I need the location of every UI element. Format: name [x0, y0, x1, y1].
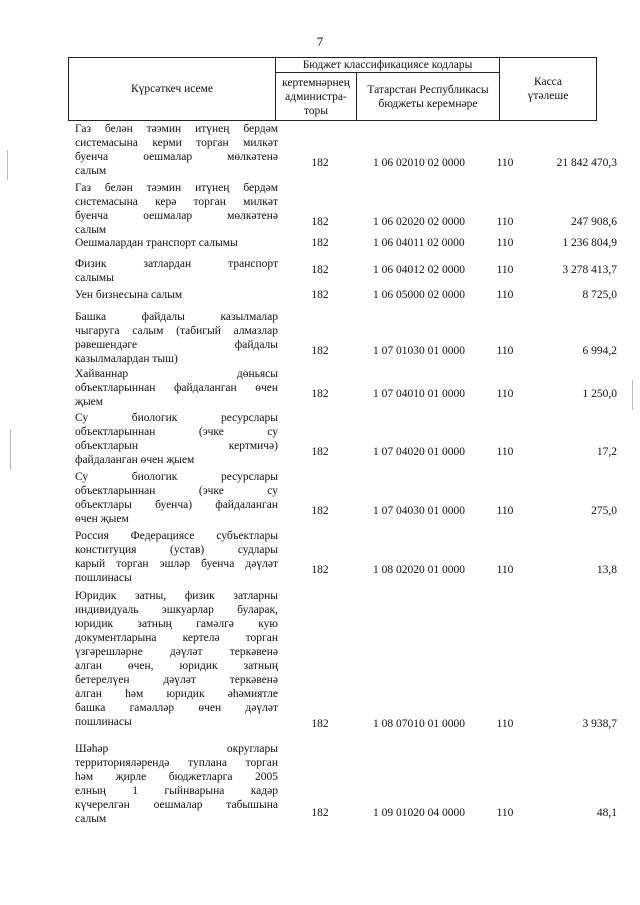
budget-code: 1 07 04020 01 0000 [373, 446, 465, 458]
classification-header: Бюджет классификациясе кодлары [276, 58, 500, 73]
cash-amount: 21 842 470,3 [556, 157, 617, 169]
budget-code: 1 06 04012 02 0000 [373, 264, 465, 276]
cash-amount: 13,8 [596, 564, 617, 576]
cash-amount: 6 994,2 [582, 345, 617, 357]
admin-code: 182 [311, 264, 329, 276]
indicator-name: Оешмалардан транспорт салымы [75, 237, 238, 249]
scan-mark [7, 150, 8, 180]
admin-code: 182 [311, 718, 329, 730]
indicator-name: Су биологик ресурслары объектларыннан (эчке су объектларын кертмичә) файдаланган өчен җыем [75, 412, 278, 466]
subcode: 110 [496, 157, 514, 169]
cash-amount: 247 908,6 [571, 216, 617, 228]
cash-amount: 1 236 804,9 [562, 237, 617, 249]
indicator-header: Күрсәткеч исеме [69, 58, 276, 121]
cash-amount: 48,1 [596, 807, 617, 819]
admin-code: 182 [311, 345, 329, 357]
admin-code: 182 [311, 388, 329, 400]
indicator-name: Газ белән тәэмин итүнең бердәм системасына керә торган милкәт буенча оешмалар мөлкәтенә салым [75, 182, 278, 236]
admin-code: 182 [311, 446, 329, 458]
budget-code: 1 09 01020 04 0000 [373, 807, 465, 819]
budget-code: 1 08 07010 01 0000 [373, 718, 465, 730]
subcode: 110 [496, 345, 514, 357]
admin-header: кертемнәрнең администра- торы [276, 73, 357, 121]
indicator-name: Су биологик ресурслары объектларыннан (эчке су объектлары буенча) файдаланган өчен җыем [75, 471, 278, 525]
cash-amount: 275,0 [591, 505, 617, 517]
subcode: 110 [496, 446, 514, 458]
indicator-name: Уен бизнесына салым [75, 289, 183, 301]
cash-amount: 3 938,7 [582, 718, 617, 730]
indicator-name: Юридик затны, физик затларны индивидуаль эшкуарлар буларак, юридик затның гамәлгә кую документларына кертелә торган үзгәрешләрне дәүләт теркәвенә алган өчен, юридик затның бетерелүен дәүләт теркәвенә алган һәм юридик әһәмиятле башка гамәлләр өчен дәүләт пошлинасы [75, 590, 278, 728]
indicator-name: Газ белән тәэмин итүнең бердәм системасына керми торган милкәт буенча оешмалар мөлкәтенә салым [75, 123, 278, 177]
budget-code: 1 06 02020 02 0000 [373, 216, 465, 228]
cash-amount: 8 725,0 [582, 289, 617, 301]
budget-code: 1 06 05000 02 0000 [373, 289, 465, 301]
admin-code: 182 [311, 237, 329, 249]
subcode: 110 [496, 564, 514, 576]
cash-amount: 3 278 413,7 [562, 264, 617, 276]
admin-code: 182 [311, 157, 329, 169]
cash-amount: 1 250,0 [582, 388, 617, 400]
budget-code: 1 07 04030 01 0000 [373, 505, 465, 517]
indicator-name: Физик затлардан транспорт салымы [75, 258, 278, 284]
subcode: 110 [496, 505, 514, 517]
indicator-name: Хайваннар дөньясы объектларыннан файдаланган өчен җыем [75, 368, 278, 408]
cash-amount: 17,2 [596, 446, 617, 458]
subcode: 110 [496, 264, 514, 276]
budget-code: 1 06 02010 02 0000 [373, 157, 465, 169]
budget-code: 1 06 04011 02 0000 [373, 237, 465, 249]
subcode: 110 [496, 388, 514, 400]
indicator-name: Башка файдалы казылмалар чыгаруга салым (табигый алмазлар рәвешендәге файдалы казылмалардан тыш) [75, 311, 278, 365]
scan-mark [10, 430, 11, 470]
subcode: 110 [496, 216, 514, 228]
admin-code: 182 [311, 505, 329, 517]
indicator-name: Шәһәр округлары территорияләрендә туплана торган һәм җирле бюджетларга 2005 елның 1 гыйнварына кадәр күчерелгән оешмалар табышына салым [75, 743, 278, 825]
admin-code: 182 [311, 807, 329, 819]
budget-code: 1 07 04010 01 0000 [373, 388, 465, 400]
budget-code: 1 07 01030 01 0000 [373, 345, 465, 357]
subcode: 110 [496, 289, 514, 301]
subcode: 110 [496, 237, 514, 249]
subcode: 110 [496, 807, 514, 819]
admin-code: 182 [311, 564, 329, 576]
cash-header: Касса үтәлеше [500, 58, 597, 121]
page-number: 7 [316, 34, 324, 49]
subcode: 110 [496, 718, 514, 730]
budget-revenue-header: Татарстан Республикасы бюджеты керемнәре [357, 73, 500, 121]
admin-code: 182 [311, 216, 329, 228]
scan-mark [632, 380, 633, 410]
indicator-name: Россия Федерациясе субъектлары конституция (устав) судлары карый торган эшләр буенча дәүләт пошлинасы [75, 530, 278, 584]
admin-code: 182 [311, 289, 329, 301]
budget-code: 1 08 02020 01 0000 [373, 564, 465, 576]
